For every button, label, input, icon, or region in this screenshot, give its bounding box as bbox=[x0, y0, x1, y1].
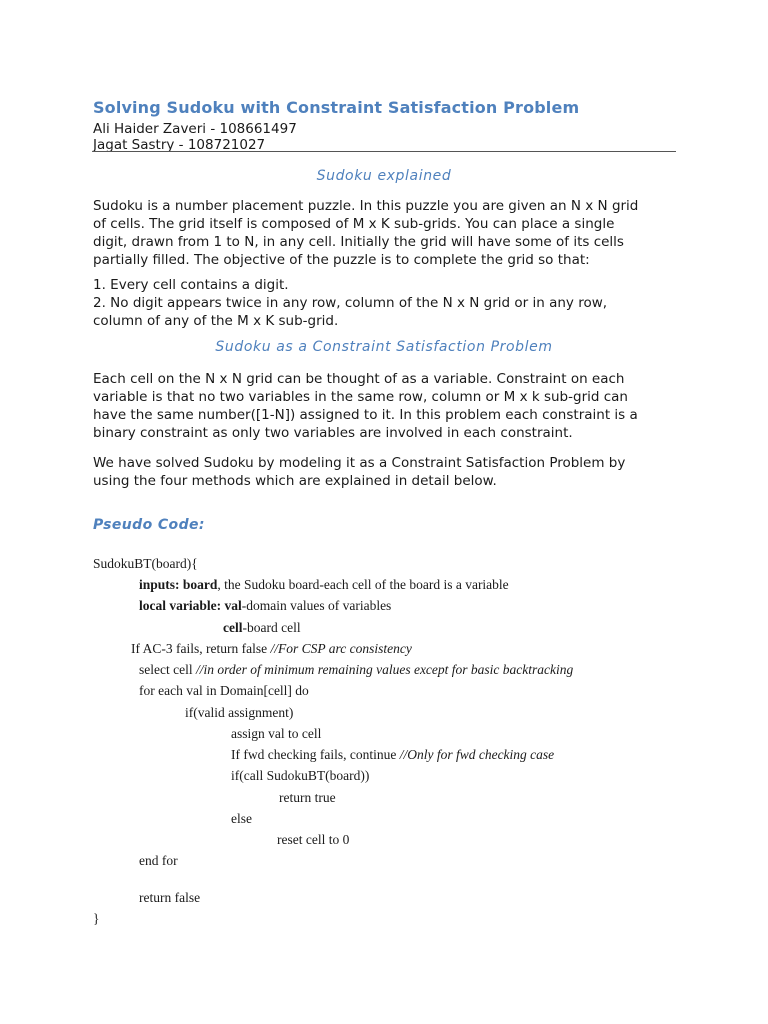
code-text: If AC-3 fails, return false bbox=[131, 641, 271, 656]
code-text: If fwd checking fails, continue bbox=[231, 747, 400, 762]
code-line: SudokuBT(board){ bbox=[93, 556, 198, 571]
code-line bbox=[231, 747, 554, 763]
code-line: else bbox=[231, 811, 252, 826]
code-line bbox=[139, 662, 573, 678]
code-line: if(call SudokuBT(board)) bbox=[231, 768, 370, 783]
code-line bbox=[139, 577, 509, 593]
author-line-1: Ali Haider Zaveri - 108661497 bbox=[93, 121, 297, 137]
code-line: reset cell to 0 bbox=[277, 832, 350, 847]
code-line: return false bbox=[139, 890, 201, 905]
author-line-2: Jagat Sastry - 108721027 bbox=[93, 137, 266, 153]
section-heading-csp: Sudoku as a Constraint Satisfaction Problem bbox=[215, 339, 553, 355]
code-comment: //For CSP arc consistency bbox=[270, 641, 412, 656]
csp-paragraph-1 bbox=[93, 370, 673, 442]
code-keyword: local variable: val bbox=[139, 598, 242, 613]
text-line: digit, drawn from 1 to N, in any cell. Initially the grid will have some of its cells bbox=[93, 234, 624, 250]
text-line: variable is that no two variables in the same row, column or M x k sub-grid can bbox=[93, 389, 628, 405]
code-text: select cell bbox=[139, 662, 196, 677]
csp-paragraph-2 bbox=[93, 454, 673, 490]
pseudocode-heading: Pseudo Code: bbox=[93, 517, 205, 533]
code-comment: //in order of minimum remaining values except for basic backtracking bbox=[195, 662, 574, 677]
code-keyword: inputs: board bbox=[139, 577, 218, 592]
code-keyword: cell bbox=[223, 620, 243, 635]
code-line bbox=[139, 598, 391, 614]
code-line: if(valid assignment) bbox=[185, 705, 294, 720]
code-line: return true bbox=[279, 790, 336, 805]
code-comment: //Only for fwd checking case bbox=[399, 747, 555, 762]
code-text: -domain values of variables bbox=[241, 598, 392, 613]
code-line bbox=[131, 641, 412, 657]
document-title: Solving Sudoku with Constraint Satisfaction Problem bbox=[93, 98, 580, 117]
code-line: } bbox=[93, 911, 100, 926]
code-text: , the Sudoku board-each cell of the board is a variable bbox=[217, 577, 509, 592]
list-item: 2. No digit appears twice in any row, column of the N x N grid or in any row, bbox=[93, 295, 608, 311]
list-item: column of any of the M x K sub-grid. bbox=[93, 313, 339, 329]
text-line: partially filled. The objective of the puzzle is to complete the grid so that: bbox=[93, 252, 590, 268]
code-line: for each val in Domain[cell] do bbox=[139, 683, 309, 698]
text-line: We have solved Sudoku by modeling it as a Constraint Satisfaction Problem by bbox=[93, 455, 626, 471]
title-underline bbox=[93, 151, 676, 152]
list-item: 1. Every cell contains a digit. bbox=[93, 277, 289, 293]
code-line: end for bbox=[139, 853, 178, 868]
code-line bbox=[223, 620, 301, 636]
text-line: using the four methods which are explained in detail below. bbox=[93, 473, 497, 489]
text-line: Each cell on the N x N grid can be thought of as a variable. Constraint on each bbox=[93, 371, 625, 387]
text-line: Sudoku is a number placement puzzle. In this puzzle you are given an N x N grid bbox=[93, 198, 639, 214]
code-line: assign val to cell bbox=[231, 726, 322, 741]
rules-list bbox=[93, 276, 673, 330]
text-line: binary constraint as only two variables are involved in each constraint. bbox=[93, 425, 573, 441]
text-line: of cells. The grid itself is composed of M x K sub-grids. You can place a single bbox=[93, 216, 615, 232]
intro-paragraph bbox=[93, 197, 673, 269]
section-heading-sudoku-explained: Sudoku explained bbox=[316, 168, 452, 184]
text-line: have the same number([1-N]) assigned to it. In this problem each constraint is a bbox=[93, 407, 638, 423]
code-text: -board cell bbox=[242, 620, 301, 635]
